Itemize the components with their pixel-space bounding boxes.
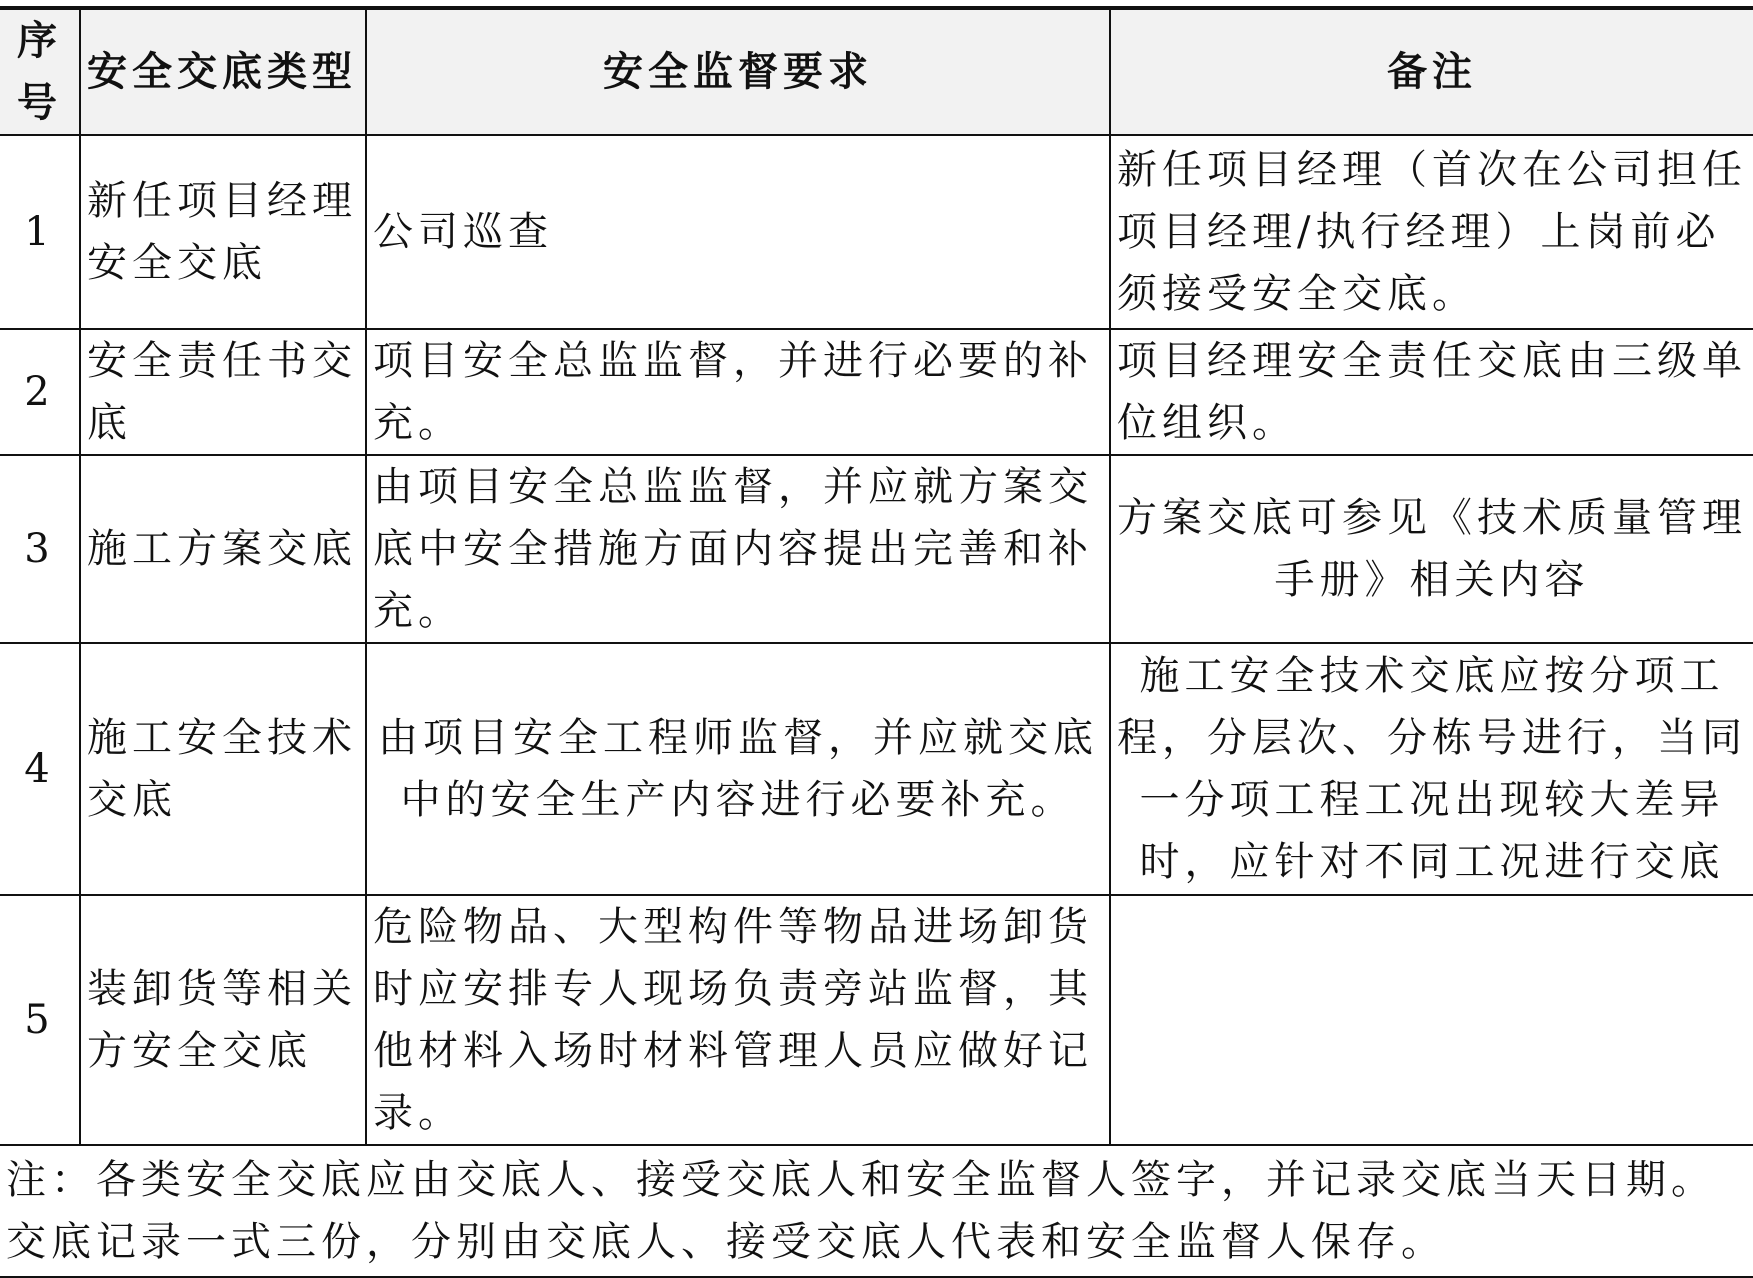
row-note: 方案交底可参见《技术质量管理手册》相关内容 <box>1110 455 1753 643</box>
table-row <box>0 455 1753 643</box>
row-requirement: 危险物品、大型构件等物品进场卸货时应安排专人现场负责旁站监督，其他材料入场时材料管理人员应做好记录。 <box>366 895 1110 1145</box>
row-requirement: 由项目安全总监监督，并应就方案交底中安全措施方面内容提出完善和补充。 <box>366 455 1110 643</box>
row-note: 项目经理安全责任交底由三级单位组织。 <box>1110 329 1753 455</box>
table-row <box>0 643 1753 895</box>
table-header-row <box>0 8 1753 135</box>
row-index: 2 <box>0 329 80 455</box>
row-note: 新任项目经理（首次在公司担任项目经理/执行经理）上岗前必须接受安全交底。 <box>1110 135 1753 329</box>
header-requirement: 安全监督要求 <box>366 8 1110 135</box>
row-index: 1 <box>0 135 80 329</box>
table-row <box>0 895 1753 1145</box>
footnote-row <box>0 1145 1753 1277</box>
row-note <box>1110 895 1753 1145</box>
header-note: 备注 <box>1110 8 1753 135</box>
row-type: 新任项目经理安全交底 <box>80 135 366 329</box>
row-requirement: 项目安全总监监督，并进行必要的补充。 <box>366 329 1110 455</box>
row-index: 5 <box>0 895 80 1145</box>
table-row <box>0 135 1753 329</box>
row-requirement: 公司巡查 <box>366 135 1110 329</box>
row-note: 施工安全技术交底应按分项工程，分层次、分栋号进行，当同一分项工程工况出现较大差异时，应针对不同工况进行交底 <box>1110 643 1753 895</box>
row-index: 3 <box>0 455 80 643</box>
document-page <box>0 6 1753 1278</box>
row-requirement: 由项目安全工程师监督，并应就交底中的安全生产内容进行必要补充。 <box>366 643 1110 895</box>
row-type: 装卸货等相关方安全交底 <box>80 895 366 1145</box>
table-row <box>0 329 1753 455</box>
row-type: 施工安全技术交底 <box>80 643 366 895</box>
header-index: 序号 <box>0 8 80 135</box>
safety-briefing-table <box>0 6 1753 1278</box>
row-type: 安全责任书交底 <box>80 329 366 455</box>
row-index: 4 <box>0 643 80 895</box>
row-type: 施工方案交底 <box>80 455 366 643</box>
header-type: 安全交底类型 <box>80 8 366 135</box>
table-footnote: 注：各类安全交底应由交底人、接受交底人和安全监督人签字，并记录交底当天日期。交底记录一式三份，分别由交底人、接受交底人代表和安全监督人保存。 <box>0 1145 1753 1277</box>
